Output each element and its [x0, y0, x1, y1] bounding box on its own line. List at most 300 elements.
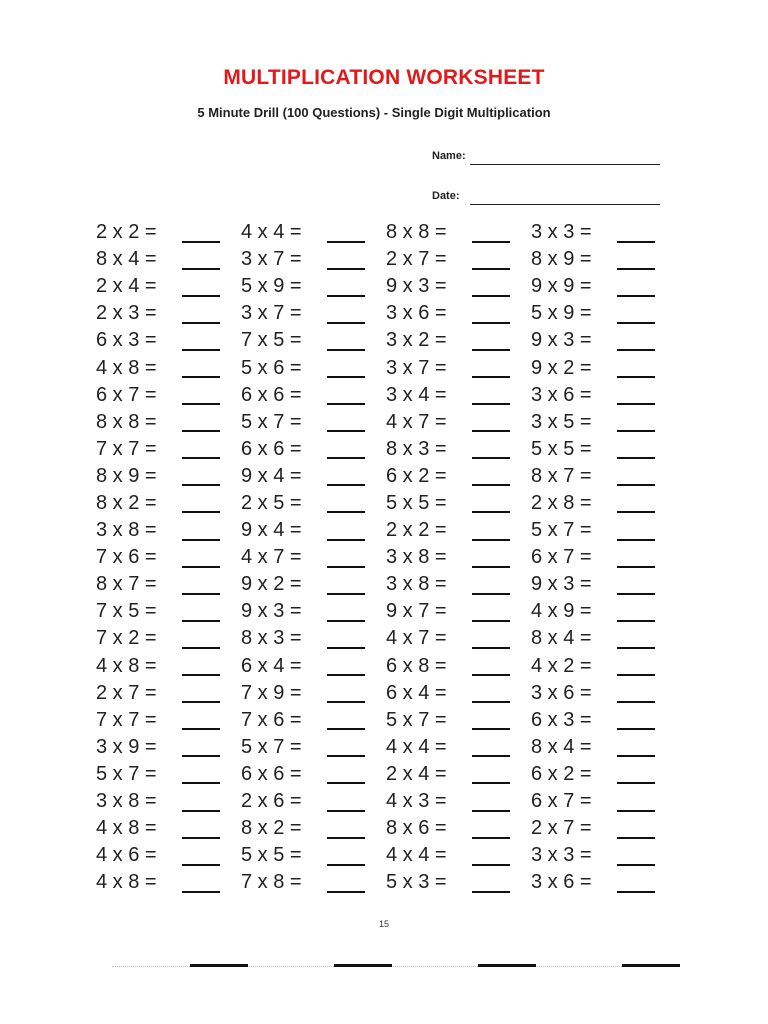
- answer-blank[interactable]: [327, 602, 365, 622]
- problem-row: [386, 571, 531, 598]
- answer-blank[interactable]: [182, 250, 220, 270]
- problem-expression: 2 x 8 =: [531, 491, 592, 514]
- problem-expression: 9 x 2 =: [241, 573, 302, 596]
- problem-expression: 4 x 7 =: [386, 627, 447, 650]
- problem-row: [241, 490, 386, 517]
- problem-row: [96, 436, 241, 463]
- answer-blank[interactable]: [327, 548, 365, 568]
- problem-row: [386, 625, 531, 652]
- answer-blank[interactable]: [182, 846, 220, 866]
- problem-expression: 9 x 7 =: [386, 600, 447, 623]
- problem-expression: 8 x 2 =: [241, 817, 302, 840]
- answer-blank[interactable]: [327, 737, 365, 757]
- problem-row: [531, 490, 676, 517]
- problem-row: [96, 788, 241, 815]
- answer-blank[interactable]: [327, 385, 365, 405]
- problem-row: [386, 842, 531, 869]
- answer-blank[interactable]: [182, 223, 220, 243]
- problem-expression: 3 x 2 =: [386, 329, 447, 352]
- date-field[interactable]: [432, 185, 660, 205]
- answer-blank[interactable]: [617, 602, 655, 622]
- problem-row: [96, 707, 241, 734]
- answer-blank[interactable]: [472, 358, 510, 378]
- answer-blank[interactable]: [472, 521, 510, 541]
- answer-blank[interactable]: [327, 223, 365, 243]
- problem-expression: 4 x 7 =: [386, 410, 447, 433]
- problem-row: [241, 707, 386, 734]
- answer-blank[interactable]: [472, 602, 510, 622]
- problem-row: [241, 653, 386, 680]
- problem-row: [386, 680, 531, 707]
- answer-blank[interactable]: [617, 331, 655, 351]
- problem-expression: 8 x 7 =: [96, 573, 157, 596]
- answer-blank[interactable]: [182, 764, 220, 784]
- problem-expression: 8 x 9 =: [96, 464, 157, 487]
- footer-dash: [190, 964, 248, 967]
- problem-row: [386, 300, 531, 327]
- problem-expression: 6 x 8 =: [386, 654, 447, 677]
- problem-row: [96, 463, 241, 490]
- answer-blank[interactable]: [617, 439, 655, 459]
- problem-expression: 9 x 3 =: [386, 275, 447, 298]
- answer-blank[interactable]: [617, 656, 655, 676]
- problem-row: [531, 680, 676, 707]
- answer-blank[interactable]: [472, 385, 510, 405]
- problem-expression: 3 x 8 =: [96, 519, 157, 542]
- problem-row: [531, 625, 676, 652]
- answer-blank[interactable]: [617, 250, 655, 270]
- problem-expression: 2 x 6 =: [241, 790, 302, 813]
- problem-row: [241, 598, 386, 625]
- problem-row: [531, 815, 676, 842]
- problem-expression: 3 x 6 =: [531, 383, 592, 406]
- answer-blank[interactable]: [472, 683, 510, 703]
- problem-expression: 3 x 7 =: [241, 302, 302, 325]
- problem-expression: 7 x 2 =: [96, 627, 157, 650]
- problem-expression: 8 x 9 =: [531, 248, 592, 271]
- problem-row: [531, 707, 676, 734]
- answer-blank[interactable]: [617, 548, 655, 568]
- problem-expression: 4 x 3 =: [386, 790, 447, 813]
- answer-blank[interactable]: [472, 846, 510, 866]
- answer-blank[interactable]: [182, 466, 220, 486]
- problem-expression: 2 x 5 =: [241, 491, 302, 514]
- problem-expression: 7 x 7 =: [96, 437, 157, 460]
- answer-blank[interactable]: [182, 656, 220, 676]
- answer-blank[interactable]: [327, 764, 365, 784]
- problem-expression: 5 x 7 =: [241, 735, 302, 758]
- problem-row: [241, 382, 386, 409]
- answer-blank[interactable]: [182, 873, 220, 893]
- problem-row: [241, 273, 386, 300]
- problem-expression: 4 x 6 =: [96, 844, 157, 867]
- problem-row: [531, 436, 676, 463]
- answer-blank[interactable]: [327, 358, 365, 378]
- answer-blank[interactable]: [617, 385, 655, 405]
- answer-blank[interactable]: [617, 764, 655, 784]
- answer-blank[interactable]: [472, 819, 510, 839]
- answer-blank[interactable]: [617, 683, 655, 703]
- answer-blank[interactable]: [617, 575, 655, 595]
- answer-blank[interactable]: [472, 331, 510, 351]
- problem-row: [241, 842, 386, 869]
- answer-blank[interactable]: [472, 548, 510, 568]
- answer-blank[interactable]: [617, 792, 655, 812]
- problem-expression: 5 x 7 =: [531, 519, 592, 542]
- problem-row: [386, 815, 531, 842]
- problem-row: [241, 300, 386, 327]
- problem-expression: 9 x 3 =: [241, 600, 302, 623]
- problem-expression: 7 x 7 =: [96, 708, 157, 731]
- problem-expression: 8 x 7 =: [531, 464, 592, 487]
- problem-row: [96, 300, 241, 327]
- answer-blank[interactable]: [472, 466, 510, 486]
- problem-expression: 5 x 7 =: [96, 762, 157, 785]
- problem-column: [96, 219, 241, 896]
- answer-blank[interactable]: [472, 439, 510, 459]
- answer-blank[interactable]: [472, 412, 510, 432]
- answer-blank[interactable]: [617, 846, 655, 866]
- answer-blank[interactable]: [472, 575, 510, 595]
- problem-row: [531, 571, 676, 598]
- footer-decoration: [112, 962, 680, 968]
- answer-blank[interactable]: [182, 792, 220, 812]
- problem-expression: 7 x 9 =: [241, 681, 302, 704]
- problem-row: [386, 869, 531, 896]
- problem-row: [96, 653, 241, 680]
- problem-row: [531, 761, 676, 788]
- answer-blank[interactable]: [182, 331, 220, 351]
- date-line[interactable]: [470, 204, 660, 205]
- problem-row: [96, 354, 241, 381]
- problem-expression: 3 x 6 =: [386, 302, 447, 325]
- problem-row: [96, 571, 241, 598]
- problem-row: [386, 219, 531, 246]
- problem-expression: 2 x 2 =: [386, 519, 447, 542]
- problem-row: [531, 463, 676, 490]
- answer-blank[interactable]: [472, 873, 510, 893]
- problem-row: [386, 653, 531, 680]
- problem-row: [241, 246, 386, 273]
- answer-blank[interactable]: [472, 493, 510, 513]
- problem-row: [241, 761, 386, 788]
- problem-expression: 6 x 6 =: [241, 437, 302, 460]
- answer-blank[interactable]: [182, 277, 220, 297]
- problem-row: [96, 490, 241, 517]
- answer-blank[interactable]: [182, 629, 220, 649]
- problem-expression: 2 x 4 =: [96, 275, 157, 298]
- problem-expression: 8 x 3 =: [386, 437, 447, 460]
- answer-blank[interactable]: [327, 412, 365, 432]
- problem-row: [531, 246, 676, 273]
- problem-row: [241, 219, 386, 246]
- answer-blank[interactable]: [327, 439, 365, 459]
- problem-row: [386, 409, 531, 436]
- answer-blank[interactable]: [617, 737, 655, 757]
- problem-row: [241, 409, 386, 436]
- answer-blank[interactable]: [182, 737, 220, 757]
- problem-expression: 2 x 7 =: [531, 817, 592, 840]
- problem-row: [96, 761, 241, 788]
- footer-dash: [622, 964, 680, 967]
- problem-grid: [96, 219, 676, 896]
- problem-row: [241, 815, 386, 842]
- answer-blank[interactable]: [327, 493, 365, 513]
- worksheet-title: MULTIPLICATION WORKSHEET: [223, 66, 545, 89]
- answer-blank[interactable]: [472, 629, 510, 649]
- problem-row: [531, 842, 676, 869]
- problem-expression: 9 x 4 =: [241, 464, 302, 487]
- problem-row: [241, 327, 386, 354]
- problem-column: [386, 219, 531, 896]
- problem-expression: 2 x 2 =: [96, 221, 157, 244]
- problem-row: [241, 788, 386, 815]
- answer-blank[interactable]: [182, 412, 220, 432]
- problem-expression: 4 x 8 =: [96, 356, 157, 379]
- problem-row: [241, 463, 386, 490]
- answer-blank[interactable]: [327, 250, 365, 270]
- problem-expression: 9 x 3 =: [531, 573, 592, 596]
- problem-column: [531, 219, 676, 896]
- answer-blank[interactable]: [327, 466, 365, 486]
- answer-blank[interactable]: [182, 439, 220, 459]
- problem-row: [531, 598, 676, 625]
- problem-expression: 6 x 3 =: [531, 708, 592, 731]
- answer-blank[interactable]: [327, 656, 365, 676]
- problem-expression: 4 x 4 =: [386, 735, 447, 758]
- answer-blank[interactable]: [327, 792, 365, 812]
- problem-expression: 8 x 3 =: [241, 627, 302, 650]
- answer-blank[interactable]: [182, 521, 220, 541]
- answer-blank[interactable]: [472, 737, 510, 757]
- problem-row: [386, 734, 531, 761]
- problem-row: [531, 517, 676, 544]
- problem-expression: 6 x 6 =: [241, 762, 302, 785]
- answer-blank[interactable]: [182, 819, 220, 839]
- answer-blank[interactable]: [472, 764, 510, 784]
- problem-expression: 6 x 4 =: [241, 654, 302, 677]
- problem-expression: 4 x 8 =: [96, 871, 157, 894]
- answer-blank[interactable]: [617, 466, 655, 486]
- problem-row: [241, 354, 386, 381]
- problem-row: [531, 273, 676, 300]
- problem-row: [96, 680, 241, 707]
- problem-row: [386, 598, 531, 625]
- problem-row: [241, 517, 386, 544]
- footer-dash: [478, 964, 536, 967]
- problem-row: [241, 734, 386, 761]
- answer-blank[interactable]: [182, 710, 220, 730]
- problem-expression: 8 x 6 =: [386, 817, 447, 840]
- worksheet-subtitle: 5 Minute Drill (100 Questions) - Single Digit Multiplication: [197, 105, 551, 120]
- problem-expression: 8 x 2 =: [96, 491, 157, 514]
- problem-row: [531, 354, 676, 381]
- problem-expression: 4 x 8 =: [96, 817, 157, 840]
- problem-row: [531, 544, 676, 571]
- problem-row: [386, 517, 531, 544]
- problem-expression: 5 x 7 =: [386, 708, 447, 731]
- problem-expression: 7 x 8 =: [241, 871, 302, 894]
- answer-blank[interactable]: [182, 385, 220, 405]
- answer-blank[interactable]: [327, 710, 365, 730]
- problem-row: [96, 598, 241, 625]
- answer-blank[interactable]: [617, 412, 655, 432]
- answer-blank[interactable]: [182, 683, 220, 703]
- problem-row: [386, 463, 531, 490]
- problem-expression: 6 x 7 =: [531, 790, 592, 813]
- problem-row: [96, 517, 241, 544]
- problem-expression: 4 x 9 =: [531, 600, 592, 623]
- answer-blank[interactable]: [472, 223, 510, 243]
- answer-blank[interactable]: [617, 304, 655, 324]
- answer-blank[interactable]: [472, 792, 510, 812]
- problem-expression: 9 x 4 =: [241, 519, 302, 542]
- problem-expression: 3 x 3 =: [531, 844, 592, 867]
- answer-blank[interactable]: [182, 358, 220, 378]
- problem-row: [241, 680, 386, 707]
- problem-row: [386, 707, 531, 734]
- problem-row: [386, 490, 531, 517]
- problem-row: [241, 436, 386, 463]
- problem-expression: 8 x 4 =: [531, 735, 592, 758]
- problem-row: [241, 869, 386, 896]
- answer-blank[interactable]: [617, 493, 655, 513]
- answer-blank[interactable]: [472, 710, 510, 730]
- problem-expression: 5 x 5 =: [386, 491, 447, 514]
- problem-row: [96, 246, 241, 273]
- problem-row: [386, 354, 531, 381]
- problem-expression: 5 x 9 =: [241, 275, 302, 298]
- answer-blank[interactable]: [617, 277, 655, 297]
- answer-blank[interactable]: [327, 277, 365, 297]
- problem-row: [96, 842, 241, 869]
- problem-row: [96, 273, 241, 300]
- problem-expression: 5 x 3 =: [386, 871, 447, 894]
- problem-expression: 5 x 6 =: [241, 356, 302, 379]
- problem-expression: 2 x 7 =: [386, 248, 447, 271]
- answer-blank[interactable]: [182, 602, 220, 622]
- answer-blank[interactable]: [617, 521, 655, 541]
- answer-blank[interactable]: [327, 629, 365, 649]
- problem-row: [531, 219, 676, 246]
- problem-row: [241, 625, 386, 652]
- problem-column: [241, 219, 386, 896]
- problem-expression: 4 x 4 =: [241, 221, 302, 244]
- problem-expression: 7 x 5 =: [96, 600, 157, 623]
- problem-expression: 4 x 2 =: [531, 654, 592, 677]
- problem-row: [96, 734, 241, 761]
- problem-expression: 3 x 7 =: [386, 356, 447, 379]
- problem-expression: 7 x 6 =: [96, 546, 157, 569]
- problem-expression: 5 x 9 =: [531, 302, 592, 325]
- answer-blank[interactable]: [182, 304, 220, 324]
- answer-blank[interactable]: [472, 250, 510, 270]
- answer-blank[interactable]: [617, 873, 655, 893]
- problem-expression: 2 x 3 =: [96, 302, 157, 325]
- problem-expression: 4 x 7 =: [241, 546, 302, 569]
- problem-expression: 8 x 8 =: [96, 410, 157, 433]
- problem-expression: 7 x 5 =: [241, 329, 302, 352]
- problem-expression: 4 x 4 =: [386, 844, 447, 867]
- problem-row: [386, 436, 531, 463]
- problem-expression: 3 x 5 =: [531, 410, 592, 433]
- answer-blank[interactable]: [617, 223, 655, 243]
- problem-expression: 3 x 3 =: [531, 221, 592, 244]
- problem-row: [531, 327, 676, 354]
- problem-row: [241, 544, 386, 571]
- name-field[interactable]: [432, 145, 660, 165]
- problem-row: [96, 219, 241, 246]
- problem-expression: 6 x 3 =: [96, 329, 157, 352]
- problem-expression: 9 x 9 =: [531, 275, 592, 298]
- answer-blank[interactable]: [327, 819, 365, 839]
- answer-blank[interactable]: [182, 493, 220, 513]
- answer-blank[interactable]: [617, 629, 655, 649]
- answer-blank[interactable]: [327, 304, 365, 324]
- date-label: Date:: [432, 190, 460, 202]
- answer-blank[interactable]: [472, 304, 510, 324]
- answer-blank[interactable]: [182, 575, 220, 595]
- problem-row: [386, 327, 531, 354]
- problem-row: [96, 815, 241, 842]
- problem-expression: 3 x 6 =: [531, 871, 592, 894]
- answer-blank[interactable]: [617, 710, 655, 730]
- problem-row: [531, 788, 676, 815]
- problem-expression: 3 x 8 =: [386, 573, 447, 596]
- problem-expression: 6 x 2 =: [531, 762, 592, 785]
- answer-blank[interactable]: [327, 873, 365, 893]
- problem-row: [96, 625, 241, 652]
- problem-row: [531, 869, 676, 896]
- problem-expression: 2 x 7 =: [96, 681, 157, 704]
- answer-blank[interactable]: [472, 656, 510, 676]
- answer-blank[interactable]: [182, 548, 220, 568]
- problem-expression: 8 x 4 =: [531, 627, 592, 650]
- answer-blank[interactable]: [327, 331, 365, 351]
- problem-expression: 6 x 7 =: [531, 546, 592, 569]
- answer-blank[interactable]: [327, 575, 365, 595]
- problem-row: [386, 382, 531, 409]
- answer-blank[interactable]: [617, 358, 655, 378]
- problem-row: [386, 761, 531, 788]
- problem-expression: 9 x 2 =: [531, 356, 592, 379]
- answer-blank[interactable]: [327, 521, 365, 541]
- problem-expression: 2 x 4 =: [386, 762, 447, 785]
- problem-expression: 6 x 2 =: [386, 464, 447, 487]
- problem-expression: 8 x 4 =: [96, 248, 157, 271]
- problem-row: [386, 273, 531, 300]
- name-label: Name:: [432, 150, 466, 162]
- name-line[interactable]: [470, 164, 660, 165]
- problem-row: [386, 544, 531, 571]
- problem-expression: 3 x 9 =: [96, 735, 157, 758]
- problem-row: [531, 300, 676, 327]
- problem-row: [96, 327, 241, 354]
- answer-blank[interactable]: [327, 683, 365, 703]
- page-number: 15: [378, 919, 389, 929]
- problem-row: [96, 544, 241, 571]
- problem-row: [531, 382, 676, 409]
- problem-expression: 7 x 6 =: [241, 708, 302, 731]
- problem-row: [96, 409, 241, 436]
- problem-row: [386, 246, 531, 273]
- problem-row: [96, 382, 241, 409]
- problem-expression: 3 x 8 =: [96, 790, 157, 813]
- answer-blank[interactable]: [472, 277, 510, 297]
- answer-blank[interactable]: [327, 846, 365, 866]
- answer-blank[interactable]: [617, 819, 655, 839]
- problem-row: [531, 734, 676, 761]
